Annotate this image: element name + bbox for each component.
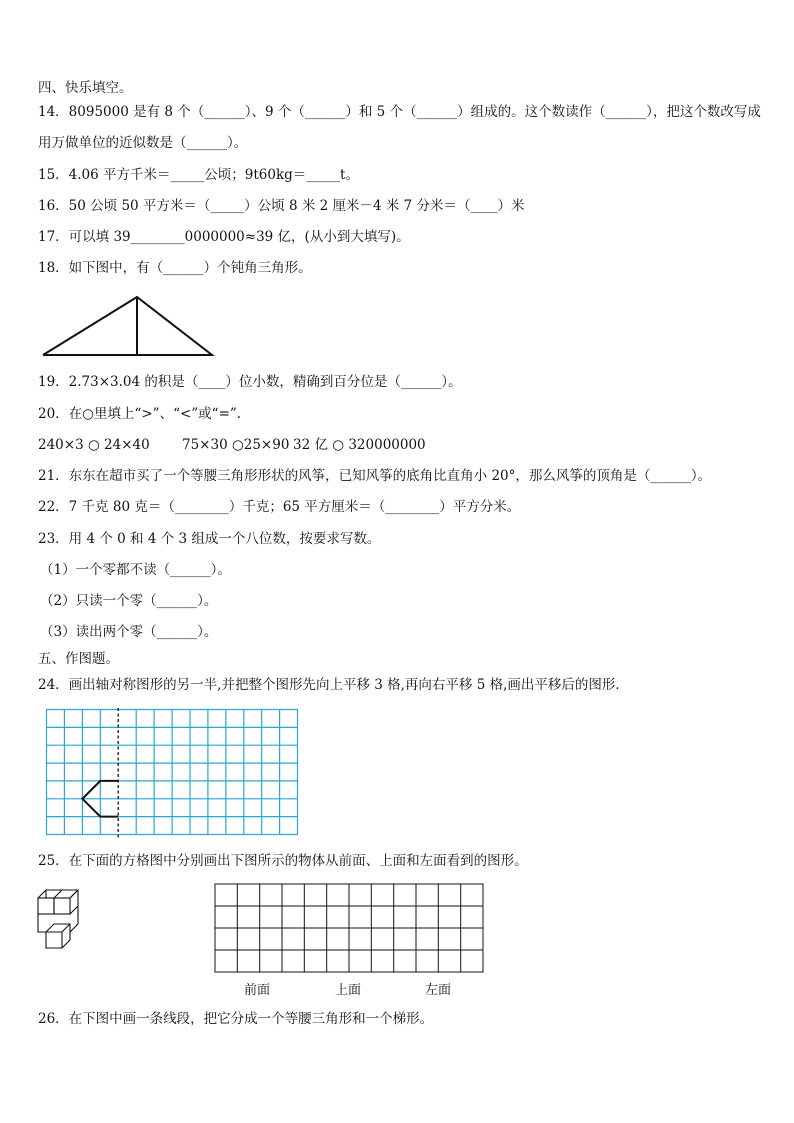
- label-top-view: 上面: [335, 983, 362, 998]
- q18-triangle-figure: [40, 294, 216, 358]
- q20-expr1: 240×3 ○ 24×40: [38, 437, 150, 453]
- section-5-title: 五、作图题。: [38, 651, 119, 667]
- q20-expr2: 75×30 ○25×90: [182, 437, 290, 453]
- q14-line1: 14．8095000 是有 8 个（______）、9 个（______）和 5 个（______）组成的。这个数读作（______），把这个数改写成: [38, 104, 761, 120]
- label-left-view: 左面: [425, 983, 452, 998]
- q22: 22．7 千克 80 克＝（________）千克；65 平方厘米＝（________）平方分米。: [38, 499, 521, 515]
- q25-view-grid: [213, 882, 486, 974]
- label-front-view: 前面: [244, 983, 271, 998]
- q14-line2: 用万做单位的近似数是（______）。: [38, 135, 248, 151]
- q24-grid: [45, 708, 301, 838]
- q25: 25．在下面的方格图中分别画出下图所示的物体从前面、上面和左面看到的图形。: [38, 853, 528, 869]
- q19: 19．2.73×3.04 的积是（____）位小数，精确到百分位是（______）。: [38, 374, 462, 390]
- q21: 21．东东在超市买了一个等腰三角形形状的风筝，已知风筝的底角比直角小 20°，那么风筝的顶角是（______）。: [38, 468, 712, 484]
- q15: 15．4.06 平方千米＝_____公顷；9t60kg＝_____t。: [38, 167, 359, 183]
- q16: 16．50 公顷 50 平方米＝（_____）公顷 8 米 2 厘米－4 米 7 分米＝（____）米: [38, 198, 525, 214]
- q23-sub2: （2）只读一个零（______）。: [40, 593, 218, 609]
- q26: 26．在下图中画一条线段，把它分成一个等腰三角形和一个梯形。: [38, 1011, 434, 1027]
- q20: 20．在○里填上“>”、“<”或“=”.: [38, 406, 242, 422]
- q20-expr3: 32 亿 ○ 320000000: [293, 437, 426, 453]
- q23-sub3: （3）读出两个零（______）。: [40, 624, 218, 640]
- q23: 23．用 4 个 0 和 4 个 3 组成一个八位数，按要求写数。: [38, 531, 381, 547]
- q25-cube-figure: [34, 884, 84, 958]
- q18: 18．如下图中，有（______）个钝角三角形。: [38, 260, 312, 276]
- q17: 17．可以填 39________0000000≈39 亿，(从小到大填写)。: [38, 229, 410, 245]
- q24: 24．画出轴对称图形的另一半,并把整个图形先向上平移 3 格,再向右平移 5 格,画出平移后的图形．: [38, 677, 629, 693]
- q23-sub1: （1）一个零都不读（______）。: [40, 562, 231, 578]
- section-4-title: 四、快乐填空。: [38, 80, 133, 96]
